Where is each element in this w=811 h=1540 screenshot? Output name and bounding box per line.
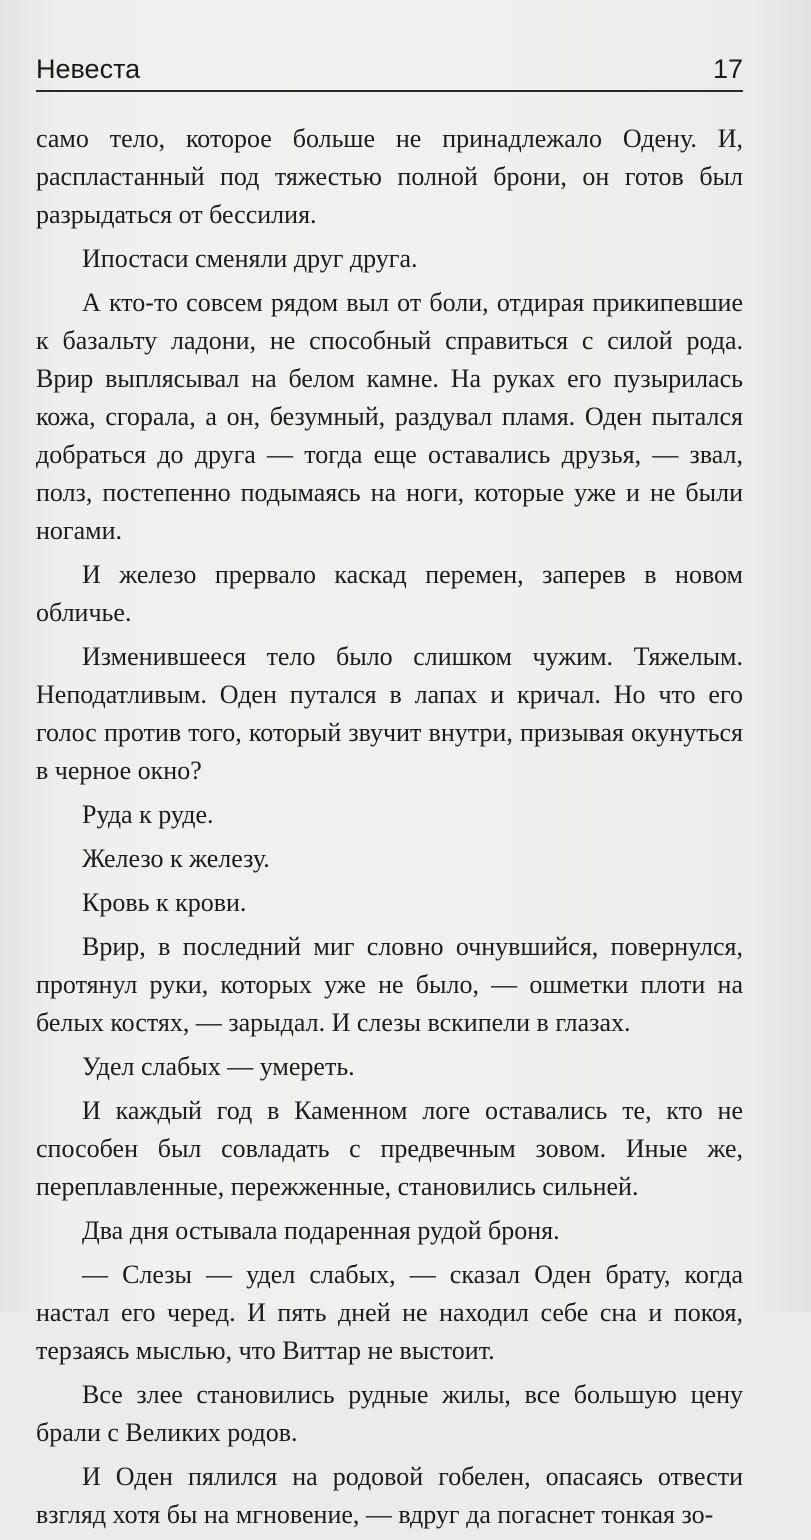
paragraph: Два дня остывала подаренная рудой броня.: [82, 1216, 560, 1245]
paragraph: Врир, в последний миг словно очнувшийся, повернулся, протянул руки, которых уже не было, — ошметки плоти на белых костях, — зарыдал. И слезы вскипели в глазах.: [36, 932, 743, 1037]
running-title: Невеста: [36, 54, 141, 84]
paragraph: Все злее становились рудные жилы, все большую цену брали с Великих родов.: [36, 1380, 743, 1447]
paragraph: И Оден пялился на родовой гобелен, опасаясь отвести взгляд хотя бы на мгновение, — вдруг да погаснет тонкая зо-: [36, 1462, 743, 1529]
paragraph: И каждый год в Каменном логе оставались те, кто не способен был совладать с предвечным зовом. Иные же, переплавленные, пережженные, становились сильней.: [36, 1096, 743, 1201]
paragraph: Изменившееся тело было слишком чужим. Тяжелым. Неподатливым. Оден путался в лапах и кричал. Но что его голос против того, который звучит внутри, призывая окунуться в черное окно?: [36, 642, 743, 785]
paragraph: Кровь к крови.: [82, 888, 247, 917]
paragraph: Ипостаси сменяли друг друга.: [82, 244, 418, 273]
paragraph: — Слезы — удел слабых, — сказал Оден брату, когда настал его черед. И пять дней не находил себе сна и покоя, терзаясь мыслью, что Виттар не выстоит.: [36, 1260, 743, 1365]
page-number: 17: [712, 54, 743, 84]
paragraph: само тело, которое больше не принадлежало Одену. И, распластанный под тяжестью полной брони, он готов был разрыдаться от бессилия.: [36, 124, 743, 229]
paragraph: А кто-то совсем рядом выл от боли, отдирая прикипевшие к базальту ладони, не способный справиться с силой рода. Врир выплясывал на белом камне. На руках его пузырилась кожа, сгорала, а он, безумный, раздувал пламя. Оден пытался добраться до друга — тогда еще оставались друзья, — звал, полз, постепенно подымаясь на ноги, которые уже и не были ногами.: [36, 288, 743, 545]
body-text: [36, 120, 743, 1540]
paragraph: И железо прервало каскад перемен, заперев в новом обличье.: [36, 560, 743, 627]
header-rule: [36, 90, 743, 92]
paragraph: Удел слабых — умереть.: [82, 1052, 355, 1081]
paragraph: Железо к железу.: [82, 844, 270, 873]
paragraph: Руда к руде.: [82, 800, 214, 829]
page-header: [36, 52, 743, 90]
